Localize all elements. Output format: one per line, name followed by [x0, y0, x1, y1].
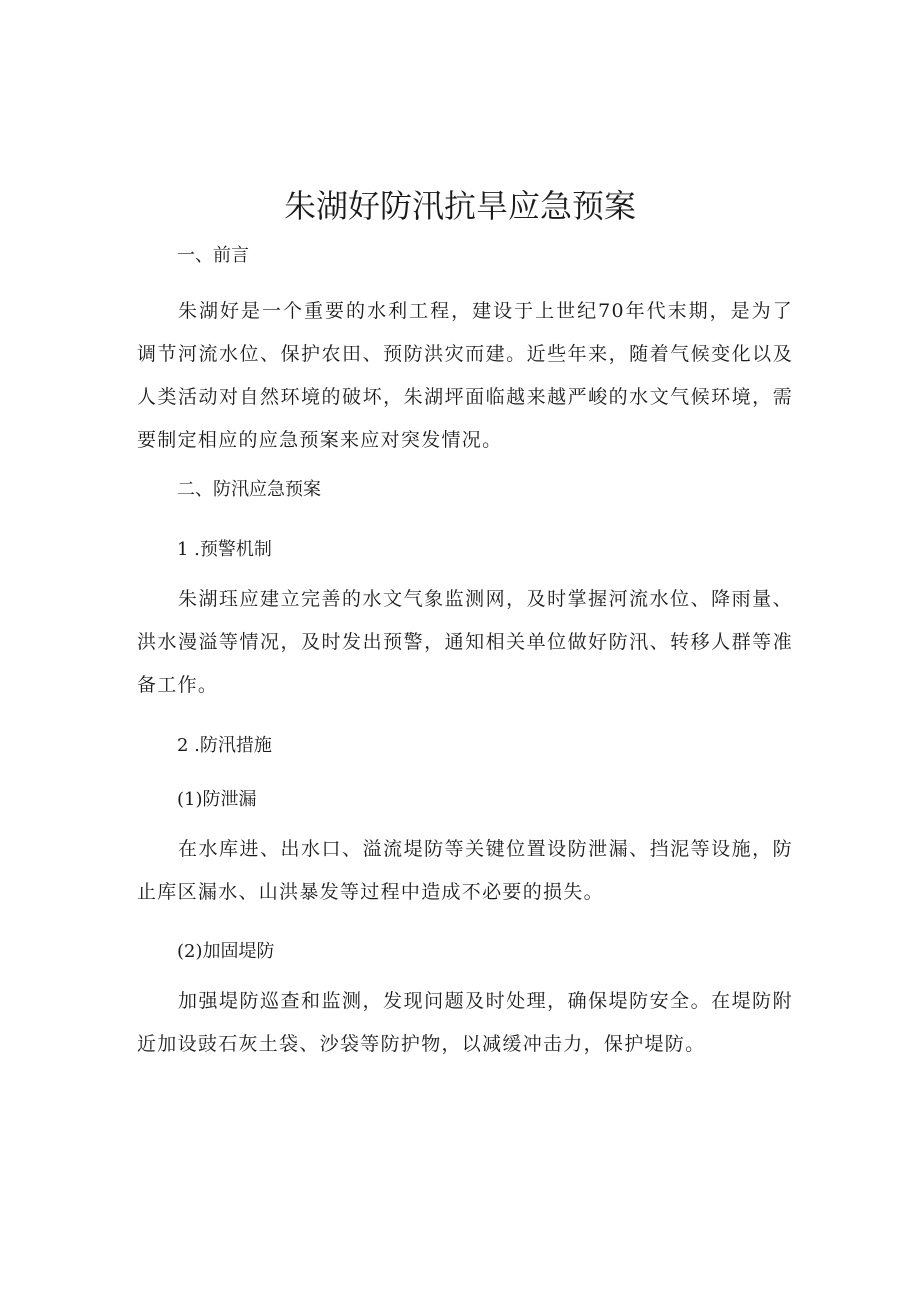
subheading-warning-mechanism: 1 .预警机制: [177, 539, 272, 560]
document-title: 朱湖好防汛抗旱应急预案: [283, 187, 636, 225]
paragraph-warning-mechanism: 朱湖珏应建立完善的水文气象监测网，及时掌握河流水位、降雨量、洪水漫溢等情况，及时发出预警，通知相关单位做好防汛、转移人群等准备工作。: [137, 588, 793, 696]
subheading-flood-measures: 2 .防汛措施: [177, 735, 272, 756]
paragraph-preface: 朱湖好是一个重要的水利工程，建设于上世纪70年代末期，是为了调节河流水位、保护农田、预防洪灾而建。近些年来，随着气候变化以及人类活动对自然环境的破坏，朱湖坪面临越来越严峻的水文气候环境，需要制定相应的应急预案来应对突发情况。: [137, 300, 793, 451]
subheading-leak-prevention: (1)防泄漏: [177, 789, 257, 810]
subheading-reinforce-embankment: (2)加固堤防: [177, 941, 275, 962]
section-heading-flood-plan: 二、防汛应急预案: [177, 479, 321, 500]
section-heading-preface: 一、前言: [177, 245, 249, 266]
paragraph-reinforce-embankment: 加强堤防巡查和监测，发现问题及时处理，确保堤防安全。在堤防附近加设豉石灰土袋、沙袋等防护物，以减缓冲击力，保护堤防。: [137, 990, 793, 1055]
paragraph-leak-prevention: 在水库进、出水口、溢流堤防等关键位置设防泄漏、挡泥等设施，防止库区漏水、山洪暴发等过程中造成不必要的损失。: [137, 838, 793, 903]
